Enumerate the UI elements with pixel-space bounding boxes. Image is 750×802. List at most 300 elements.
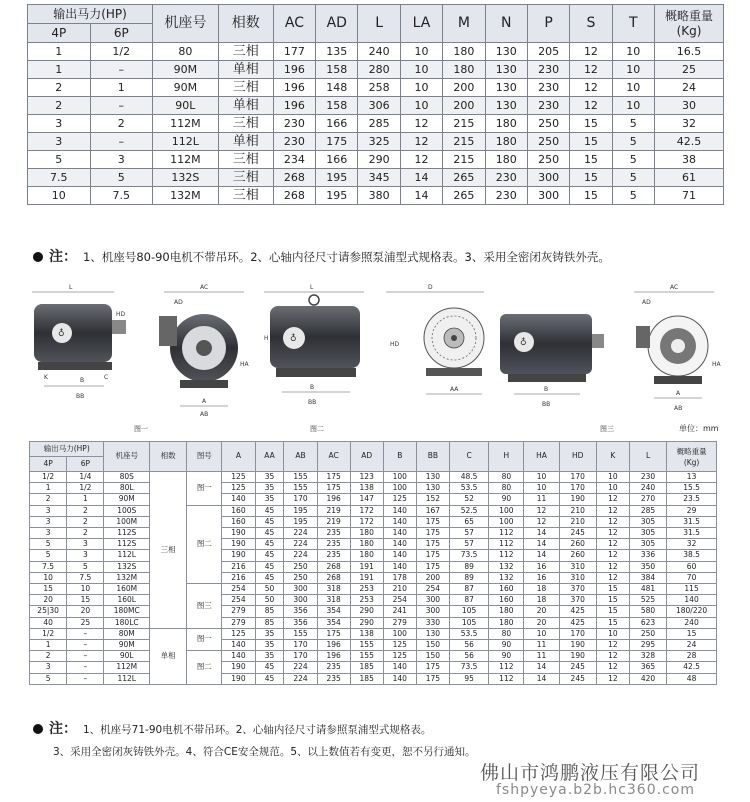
table-cell: 158 xyxy=(316,97,358,115)
table-cell: 89 xyxy=(449,572,488,583)
table-cell: 115 xyxy=(667,584,717,595)
table-cell: 100 xyxy=(489,516,524,527)
table-cell: 90 xyxy=(489,651,524,662)
table-cell: 190 xyxy=(222,550,255,561)
table-cell: 300 xyxy=(284,595,317,606)
table-cell: 235 xyxy=(317,550,350,561)
table-cell: 481 xyxy=(629,584,666,595)
table-cell: 125 xyxy=(383,640,416,651)
table-cell: 2 xyxy=(90,115,153,133)
table-cell: 384 xyxy=(629,572,666,583)
table-cell: 195 xyxy=(284,516,317,527)
table-cell: 325 xyxy=(358,133,400,151)
table-cell: 1 xyxy=(30,640,67,651)
table-cell: 90L xyxy=(153,97,219,115)
table-cell: 10 xyxy=(67,584,104,595)
table-cell: 10 xyxy=(400,43,442,61)
table-cell: 10 xyxy=(400,79,442,97)
table-cell: 3 xyxy=(30,516,67,527)
table-cell: 10 xyxy=(596,472,629,483)
table-cell: 15 xyxy=(570,169,612,187)
table-cell: 71 xyxy=(654,187,723,205)
table-cell: 130 xyxy=(485,79,527,97)
table-cell: 350 xyxy=(629,561,666,572)
table-cell: 105 xyxy=(449,617,488,628)
table-row xyxy=(28,187,724,205)
table-cell: 132S xyxy=(153,169,219,187)
table-cell: 10 xyxy=(596,628,629,639)
table-cell: 112L xyxy=(153,133,219,151)
table-cell: 235 xyxy=(317,528,350,539)
table-cell: 300 xyxy=(527,169,569,187)
table-cell: 125 xyxy=(222,628,255,639)
table-row xyxy=(30,528,717,539)
note2-line1: 1、机座号71-90电机不带吊环。2、心轴内径尺寸请参照泵浦型式规格表。 xyxy=(83,724,432,736)
table-cell: 12 xyxy=(400,133,442,151)
table-cell: 166 xyxy=(316,151,358,169)
table-cell: 100M xyxy=(104,516,150,527)
table-cell: 152 xyxy=(416,494,449,505)
table-cell: 219 xyxy=(317,505,350,516)
table-cell: 11 xyxy=(524,651,559,662)
table-cell: 147 xyxy=(350,494,383,505)
table-cell: 16 xyxy=(524,572,559,583)
table-cell: 12 xyxy=(570,43,612,61)
table-cell: 268 xyxy=(317,561,350,572)
table-row xyxy=(28,43,724,61)
table-cell: 2 xyxy=(67,505,104,516)
t2-header-b: B xyxy=(383,442,416,472)
t2-header-h: H xyxy=(489,442,524,472)
table-row xyxy=(28,79,724,97)
table-cell: 305 xyxy=(629,539,666,550)
table-cell: 170 xyxy=(559,628,596,639)
table-cell: 230 xyxy=(527,97,569,115)
table-cell: 35 xyxy=(255,640,284,651)
t2-header-a: A xyxy=(222,442,255,472)
figure1-caption: 图一 xyxy=(134,425,148,432)
figure3-side-view xyxy=(500,314,614,432)
header-frame: 机座号 xyxy=(153,5,219,43)
table-cell: 138 xyxy=(350,483,383,494)
table-cell: 7.5 xyxy=(67,572,104,583)
table-cell: 15 xyxy=(596,606,629,617)
table-cell: 45 xyxy=(255,505,284,516)
table-cell: 580 xyxy=(629,606,666,617)
table-cell: 3 xyxy=(28,133,91,151)
table-cell: 12 xyxy=(596,673,629,684)
table-cell: 180 xyxy=(485,133,527,151)
table-cell: 三相 xyxy=(218,79,273,97)
table-cell: 12 xyxy=(596,539,629,550)
t2-header-ab: AB xyxy=(284,442,317,472)
table-cell: 80 xyxy=(153,43,219,61)
table-cell: 155 xyxy=(284,483,317,494)
table-cell: 160 xyxy=(489,595,524,606)
table-cell: 100S xyxy=(104,505,150,516)
table-cell: 258 xyxy=(358,79,400,97)
table-cell: 230 xyxy=(485,169,527,187)
table-cell: 356 xyxy=(284,617,317,628)
table-cell: 195 xyxy=(316,187,358,205)
table-cell: 155 xyxy=(350,640,383,651)
table-cell: 三相 xyxy=(218,43,273,61)
table-cell: 11 xyxy=(524,640,559,651)
table-cell: 80S xyxy=(104,472,150,483)
table-cell: 140 xyxy=(667,595,717,606)
table-cell: 200 xyxy=(443,97,485,115)
table-cell: 7.5 xyxy=(28,169,91,187)
table-cell: 525 xyxy=(629,595,666,606)
table-cell: 80 xyxy=(489,483,524,494)
table-cell: 15 xyxy=(667,628,717,639)
table-cell: 190 xyxy=(222,662,255,673)
table-cell: 10 xyxy=(524,483,559,494)
table-cell: 15 xyxy=(570,151,612,169)
figure-group-cell: 图三 xyxy=(187,584,222,629)
table-cell: 112L xyxy=(104,550,150,561)
table-cell: 单相 xyxy=(218,133,273,151)
table-cell: 28 xyxy=(667,651,717,662)
table-cell: 160 xyxy=(222,516,255,527)
table-cell: 170 xyxy=(284,651,317,662)
table-cell: 219 xyxy=(317,516,350,527)
table-cell: 90M xyxy=(153,79,219,97)
table-cell: 160L xyxy=(104,595,150,606)
table-cell: 180 xyxy=(350,539,383,550)
table-cell: 160 xyxy=(489,584,524,595)
dim-AB-3: AB xyxy=(674,405,683,412)
table-cell: 268 xyxy=(273,169,315,187)
table-cell: 155 xyxy=(350,651,383,662)
t2-header-fig: 图号 xyxy=(187,442,222,472)
note-line-1 xyxy=(33,718,476,741)
table-cell: 234 xyxy=(273,151,315,169)
table-cell: 45 xyxy=(255,673,284,684)
table-row xyxy=(28,97,724,115)
table-cell: 230 xyxy=(273,115,315,133)
table-cell: 1/2 xyxy=(30,628,67,639)
table-cell: 210 xyxy=(559,516,596,527)
table-cell: 180/220 xyxy=(667,606,717,617)
table-row xyxy=(30,550,717,561)
table-cell: 3 xyxy=(90,151,153,169)
table-cell: 10 xyxy=(400,97,442,115)
table-cell: 170 xyxy=(284,494,317,505)
table-cell: 254 xyxy=(383,595,416,606)
table-cell: 15 xyxy=(570,133,612,151)
table-cell: 10 xyxy=(612,43,654,61)
table-cell: 224 xyxy=(284,550,317,561)
table-cell: 90M xyxy=(104,494,150,505)
table-cell: 167 xyxy=(416,505,449,516)
table-cell: 三相 xyxy=(218,151,273,169)
table-cell: 单相 xyxy=(218,97,273,115)
table-cell: 224 xyxy=(284,528,317,539)
table-cell: 224 xyxy=(284,673,317,684)
table-cell: 380 xyxy=(358,187,400,205)
table-row xyxy=(30,483,717,494)
table-cell: 253 xyxy=(350,595,383,606)
dim-BB-3: BB xyxy=(542,401,551,408)
dim-AD-1: AD xyxy=(174,299,183,306)
table-cell: 178 xyxy=(383,572,416,583)
table-cell: 268 xyxy=(317,572,350,583)
table-cell: 150 xyxy=(416,651,449,662)
table-cell: 140 xyxy=(383,505,416,516)
table-cell: 140 xyxy=(222,494,255,505)
table-cell: 73.5 xyxy=(449,662,488,673)
table-cell: 90M xyxy=(104,640,150,651)
table-cell: 190 xyxy=(222,539,255,550)
table-cell: 35 xyxy=(255,628,284,639)
table-cell: 31.5 xyxy=(667,528,717,539)
header-n: N xyxy=(485,5,527,43)
table-cell: 2 xyxy=(67,528,104,539)
dim-A-1: A xyxy=(202,398,207,405)
table-cell: 112M xyxy=(153,151,219,169)
table-cell: 12 xyxy=(596,494,629,505)
dim-K-1: K xyxy=(44,374,48,381)
table-cell: 180LC xyxy=(104,617,150,628)
table-cell: 20 xyxy=(30,595,67,606)
table-cell: 196 xyxy=(317,494,350,505)
table-cell: 279 xyxy=(222,606,255,617)
table-cell: 7.5 xyxy=(90,187,153,205)
note2-line2: 3、采用全密闭灰铸铁外壳。4、符合CE安全规范。5、以上数值若有变更，恕不另行通知。 xyxy=(53,746,476,758)
table-row xyxy=(30,505,717,516)
table-cell: 215 xyxy=(443,133,485,151)
table-cell: 5 xyxy=(612,115,654,133)
table-cell: 265 xyxy=(443,169,485,187)
table-cell: – xyxy=(67,640,104,651)
table-cell: 16.5 xyxy=(654,43,723,61)
table-cell: 80 xyxy=(489,472,524,483)
table-row xyxy=(30,595,717,606)
table-cell: 1 xyxy=(28,43,91,61)
table-cell: 18 xyxy=(524,595,559,606)
table-cell: 24 xyxy=(654,79,723,97)
header-ad: AD xyxy=(316,5,358,43)
table-cell: 130 xyxy=(416,472,449,483)
table-row xyxy=(30,651,717,662)
dim-D-3: D xyxy=(428,284,433,291)
table-cell: 14 xyxy=(524,528,559,539)
table-cell: 300 xyxy=(527,187,569,205)
table-cell: 279 xyxy=(222,617,255,628)
watermark-company: 佛山市鸿鹏液压有限公司 xyxy=(480,762,701,784)
table-cell: 125 xyxy=(383,651,416,662)
table-cell: 14 xyxy=(524,550,559,561)
table-cell: 356 xyxy=(284,606,317,617)
t2-header-bb: BB xyxy=(416,442,449,472)
table-cell: 3 xyxy=(30,662,67,673)
t2-header-4p: 4P xyxy=(30,457,67,472)
table-cell: 290 xyxy=(358,151,400,169)
table-cell: 42.5 xyxy=(654,133,723,151)
table-cell: 170 xyxy=(559,483,596,494)
t2-header-ha: HA xyxy=(524,442,559,472)
table-cell: 85 xyxy=(255,606,284,617)
dim-L-2: L xyxy=(310,284,314,291)
phase-group-cell: 单相 xyxy=(150,628,187,684)
table-cell: 3 xyxy=(67,539,104,550)
table-row xyxy=(28,61,724,79)
table-cell: 328 xyxy=(629,651,666,662)
table-cell: 12 xyxy=(596,528,629,539)
table-cell: 290 xyxy=(350,617,383,628)
table-cell: 235 xyxy=(317,539,350,550)
table-cell: 112S xyxy=(104,528,150,539)
table-cell: 112 xyxy=(489,673,524,684)
dim-BB-2: BB xyxy=(308,399,317,406)
figure-group-cell: 图一 xyxy=(187,628,222,650)
table-cell: 73.5 xyxy=(449,550,488,561)
table-cell: 112M xyxy=(153,115,219,133)
table-cell: 185 xyxy=(350,673,383,684)
table-cell: 175 xyxy=(317,628,350,639)
table-cell: 130 xyxy=(416,483,449,494)
header-6p: 6P xyxy=(90,24,153,43)
table-cell: 1 xyxy=(28,61,91,79)
table-cell: 290 xyxy=(350,606,383,617)
table-cell: – xyxy=(90,61,153,79)
table-cell: 123 xyxy=(350,472,383,483)
table-cell: 100 xyxy=(383,472,416,483)
table-cell: 52.5 xyxy=(449,505,488,516)
table-cell: 112M xyxy=(104,662,150,673)
table-row xyxy=(28,151,724,169)
table-cell: 235 xyxy=(317,662,350,673)
dim-BB-1: BB xyxy=(76,393,85,400)
table-cell: 190 xyxy=(222,673,255,684)
table-cell: 125 xyxy=(383,494,416,505)
table-cell: 45 xyxy=(255,516,284,527)
table-cell: 87 xyxy=(449,584,488,595)
table-cell: 190 xyxy=(559,494,596,505)
table-cell: 330 xyxy=(416,617,449,628)
table-cell: 14 xyxy=(400,187,442,205)
table-cell: 310 xyxy=(559,561,596,572)
table-cell: 100 xyxy=(489,505,524,516)
table-cell: 14 xyxy=(400,169,442,187)
table-cell: 53.5 xyxy=(449,628,488,639)
dim-AC-1: AC xyxy=(200,284,209,291)
note-text: 1、机座号80-90电机不带吊环。2、心轴内径尺寸请参照泵浦型式规格表。3、采用全密闭灰铸铁外壳。 xyxy=(83,250,610,264)
table-cell: 57 xyxy=(449,528,488,539)
table-cell: 130 xyxy=(485,61,527,79)
table-cell: 241 xyxy=(383,606,416,617)
header-phase: 相数 xyxy=(218,5,273,43)
table-row xyxy=(30,662,717,673)
table-cell: 175 xyxy=(416,550,449,561)
table-cell: 56 xyxy=(449,640,488,651)
table-cell: 10 xyxy=(524,472,559,483)
table-cell: 10 xyxy=(596,483,629,494)
table-cell: 140 xyxy=(222,640,255,651)
watermark-site: fshpyeya.b2b.hc360.com xyxy=(496,782,695,798)
table-cell: 50 xyxy=(255,584,284,595)
table-cell: 15 xyxy=(30,584,67,595)
table-cell: 180 xyxy=(489,617,524,628)
table-cell: 35 xyxy=(255,483,284,494)
table-row xyxy=(30,572,717,583)
spec-table-dimensions xyxy=(29,441,717,685)
table-cell: 216 xyxy=(222,561,255,572)
table-cell: 61 xyxy=(654,169,723,187)
table-cell: 52 xyxy=(449,494,488,505)
table-cell: 15.5 xyxy=(667,483,717,494)
table-cell: 180 xyxy=(485,151,527,169)
table-cell: 205 xyxy=(527,43,569,61)
table-cell: 130 xyxy=(416,628,449,639)
table-cell: 148 xyxy=(316,79,358,97)
table-cell: 10 xyxy=(400,61,442,79)
table-cell: 2 xyxy=(28,79,91,97)
table-cell: 306 xyxy=(358,97,400,115)
header-weight-unit: (Kg) xyxy=(676,23,702,38)
table-cell: 12 xyxy=(400,115,442,133)
table-cell: 210 xyxy=(559,505,596,516)
table-cell: 125 xyxy=(222,483,255,494)
table-cell: 20 xyxy=(524,606,559,617)
table-cell: 2 xyxy=(30,494,67,505)
header-p: P xyxy=(527,5,569,43)
table-cell: 175 xyxy=(416,662,449,673)
table-cell: 175 xyxy=(416,673,449,684)
table-cell: 2 xyxy=(30,651,67,662)
table-cell: 175 xyxy=(316,133,358,151)
table-cell: 240 xyxy=(358,43,400,61)
table-cell: 240 xyxy=(629,483,666,494)
table-cell: 196 xyxy=(317,651,350,662)
dim-C-1: C xyxy=(104,374,109,381)
figure3-front-view xyxy=(386,284,484,394)
table-cell: 250 xyxy=(527,115,569,133)
dim-HD-1: HD xyxy=(116,311,126,318)
table-cell: 3 xyxy=(30,505,67,516)
table-cell: 12 xyxy=(524,516,559,527)
table-cell: 216 xyxy=(222,572,255,583)
table-row xyxy=(30,472,717,483)
table-cell: 112 xyxy=(489,539,524,550)
table-cell: 190 xyxy=(559,640,596,651)
table-cell: 230 xyxy=(273,133,315,151)
table-cell: 224 xyxy=(284,662,317,673)
table-cell: 1/2 xyxy=(67,483,104,494)
table-cell: 100 xyxy=(383,628,416,639)
table-cell: 单相 xyxy=(218,61,273,79)
table-row xyxy=(30,494,717,505)
table-cell: 31.5 xyxy=(667,516,717,527)
figure-group-cell: 图一 xyxy=(187,472,222,506)
table-cell: 240 xyxy=(667,617,717,628)
table-cell: 5 xyxy=(612,133,654,151)
table-cell: 210 xyxy=(383,584,416,595)
figure-group-cell: 图二 xyxy=(187,651,222,685)
table-cell: 160M xyxy=(104,584,150,595)
table-cell: 5 xyxy=(30,673,67,684)
table-cell: 12 xyxy=(570,61,612,79)
table-cell: 140 xyxy=(383,561,416,572)
table-cell: 180MC xyxy=(104,606,150,617)
table-cell: 180 xyxy=(485,115,527,133)
table-cell: 2 xyxy=(28,97,91,115)
table-cell: 140 xyxy=(383,516,416,527)
table-cell: 12 xyxy=(400,151,442,169)
table-cell: 175 xyxy=(416,528,449,539)
table-cell: 175 xyxy=(416,539,449,550)
